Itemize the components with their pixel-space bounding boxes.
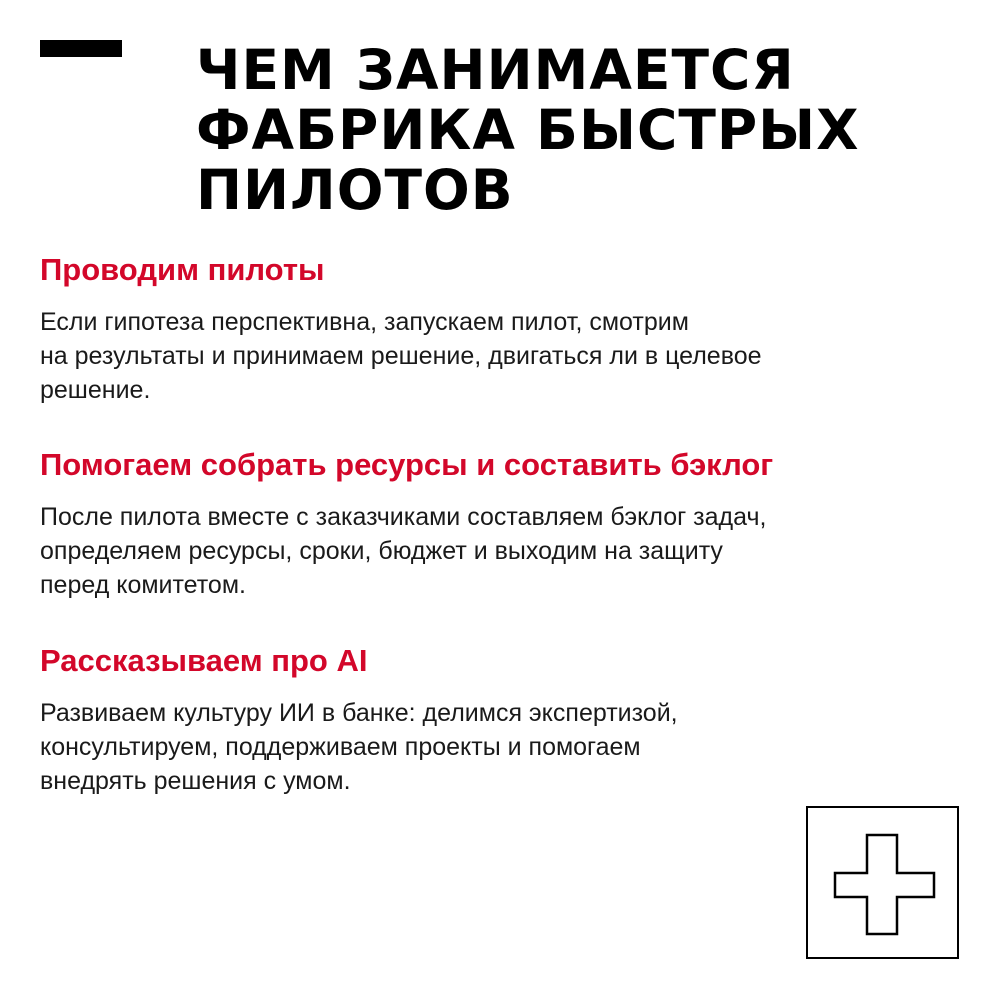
text-line: определяем ресурсы, сроки, бюджет и выходим на защиту — [40, 537, 723, 565]
text-line: на результаты и принимаем решение, двигаться ли в целевое — [40, 342, 762, 370]
text-line: перед комитетом. — [40, 571, 246, 599]
logo — [806, 806, 959, 959]
section-heading: Помогаем собрать ресурсы и составить бэклог — [40, 447, 774, 482]
text-line: После пилота вместе с заказчиками составляем бэклог задач, — [40, 503, 767, 531]
section-resources-backlog — [40, 447, 960, 602]
text-line: решение. — [40, 376, 151, 404]
section-text — [40, 500, 960, 602]
text-line: внедрять решения с умом. — [40, 767, 351, 795]
section-heading: Проводим пилоты — [40, 252, 325, 287]
text-line: Если гипотеза перспективна, запускаем пилот, смотрим — [40, 308, 689, 336]
section-about-ai — [40, 643, 960, 798]
title-line: ПИЛОТОВ — [196, 158, 514, 222]
section-text — [40, 696, 960, 798]
page-title — [196, 40, 976, 220]
text-line: консультируем, поддерживаем проекты и помогаем — [40, 733, 641, 761]
title-line: ФАБРИКА БЫСТРЫХ — [196, 98, 860, 162]
section-heading: Рассказываем про AI — [40, 643, 368, 678]
text-line: Развиваем культуру ИИ в банке: делимся экспертизой, — [40, 699, 678, 727]
section-text — [40, 305, 960, 407]
decorative-bar — [40, 40, 122, 57]
title-line: ЧЕМ ЗАНИМАЕТСЯ — [196, 38, 795, 102]
section-pilots — [40, 252, 960, 407]
plus-cross-icon — [808, 808, 957, 957]
